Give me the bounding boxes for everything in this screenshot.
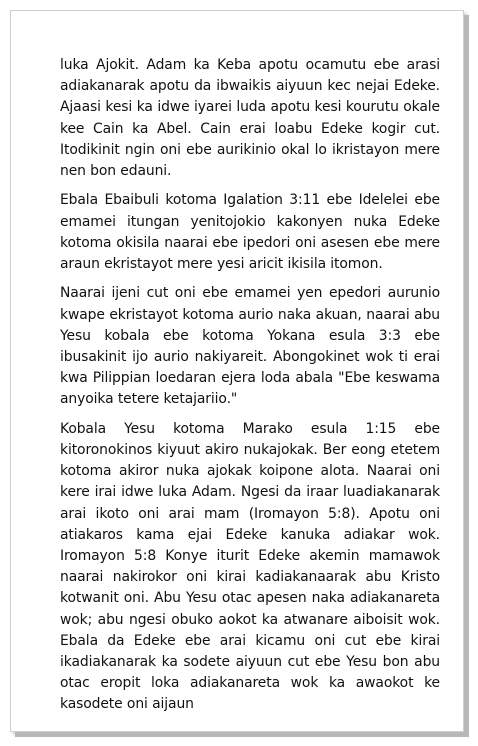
paragraph-2: Ebala Ebaibuli kotoma Igalation 3:11 ebe Idelelei ebe emamei itungan yenitojokio kakonyen nuka Edeke kotoma okisila naarai ebe ipedori oni asesen ebe mere araun ekristayot mere yesi aricit ikisila itomon.: [60, 192, 440, 273]
paragraph-3: Naarai ijeni cut oni ebe emamei yen epedori aurunio kwape ekristayot kotoma aurio naka akuan, naarai abu Yesu kobala ebe kotoma Yokana esula 3:3 ebe ibusakinit ijo aurio nakiyareit. Abongokinet wok ti erai kwa Pilippian loedaran ejera loda abala "Ebe keswama anyoika tetere ketajariio.": [60, 285, 440, 408]
page-frame: [10, 10, 464, 732]
paragraph-1: luka Ajokit. Adam ka Keba apotu ocamutu ebe arasi adiakanarak apotu da ibwaikis aiyuun kec nejai Edeke. Ajaasi kesi ka idwe iyarei luda apotu kesi kourutu okale kee Cain ka Abel. Cain erai loabu Edeke kogir cut. Itodikinit ngin oni ebe aurikinio okal lo ikristayon mere nen bon edauni.: [60, 57, 440, 180]
text-column: [60, 55, 440, 716]
paragraph-4: Kobala Yesu kotoma Marako esula 1:15 ebe kitoronokinos kiyuut akiro nukajokak. Ber eong etetem kotoma akiror nuka ajokak koipone alota. Naarai oni kere irai idwe luka Adam. Ngesi da iraar luadiakanarak arai ikoto oni arai mam (Iromayon 5:8). Apotu oni atiakaros kama ejai Edeke kanuka adiakar wok. Iromayon 5:8 Konye iturit Edeke akemin mamawok naarai nakirokor oni kirai kadiakanaarak abu Kristo kotwanit oni. Abu Yesu otac apesen naka adiakanareta wok; abu ngesi obuko aokot ka atwanare aiboisit wok. Ebala da Edeke ebe arai kicamu oni cut ebe kirai ikadiakanarak ka sodete aiyuun cut ebe Yesu bon abu otac eropit loka adiakanareta wok ka awaokot ke kasodete oni aijaun: [60, 420, 440, 713]
